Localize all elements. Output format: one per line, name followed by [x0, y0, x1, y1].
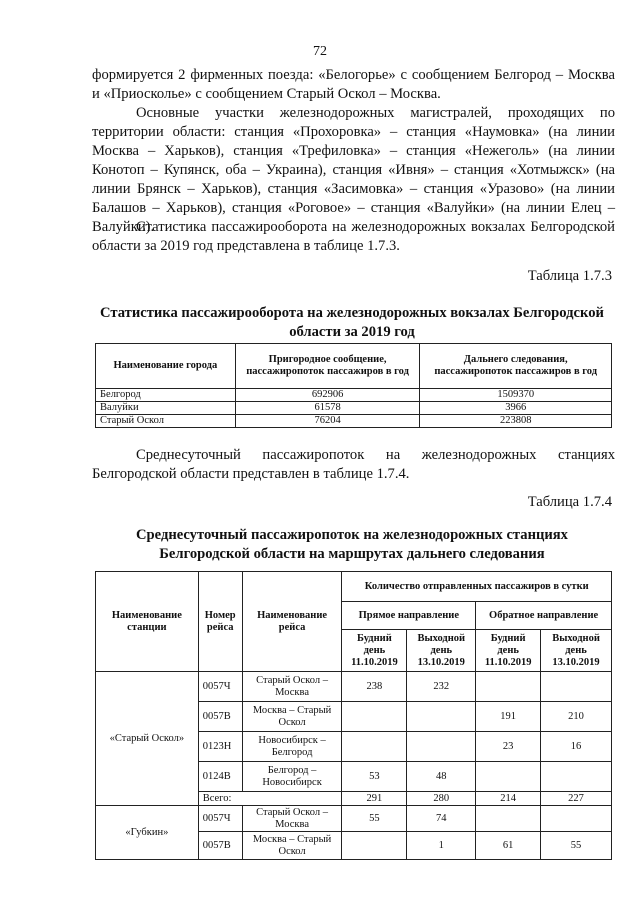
cell-number: 0123Н [198, 732, 242, 762]
cell-value [476, 762, 541, 792]
paragraph-table-ref-1-text: Статистика пассажирооборота на железнодорожных вокзалах Белгородской области за 2019 год представлена в таблице 1.7.3. [92, 219, 615, 254]
cell-value: 16 [541, 732, 612, 762]
cell-value [342, 832, 407, 860]
cell-value [541, 672, 612, 702]
table-title-2: Среднесуточный пассажиропоток на железнодорожных станциях Белгородской области на маршрутах дальнего следования [136, 527, 568, 562]
header-weekend-back: Выходной день 13.10.2019 [541, 630, 612, 672]
header-suburban: Пригородное сообщение, пассажиропоток пассажиров в год [235, 344, 420, 389]
cell-value [541, 762, 612, 792]
cell-station: «Губкин» [96, 806, 199, 860]
header-weekday-back: Будний день 11.10.2019 [476, 630, 541, 672]
table-row [96, 389, 612, 402]
cell-value: 214 [476, 792, 541, 806]
cell-route: Старый Оскол – Москва [242, 672, 342, 702]
cell-route: Старый Оскол – Москва [242, 806, 342, 832]
header-weekend-forward: Выходной день 13.10.2019 [407, 630, 476, 672]
cell-value: 238 [342, 672, 407, 702]
table-row [96, 415, 612, 428]
cell-suburban: 692906 [235, 389, 420, 402]
cell-value: 55 [541, 832, 612, 860]
cell-number: 0057В [198, 702, 242, 732]
table-row [96, 806, 612, 832]
cell-value [476, 806, 541, 832]
cell-value: 227 [541, 792, 612, 806]
daily-passenger-flow-table [95, 571, 612, 860]
table-label-2: Таблица 1.7.4 [527, 494, 612, 510]
paragraph-table-ref-2-text: Среднесуточный пассажиропоток на железнодорожных станциях Белгородской области представлен в таблице 1.7.4. [92, 447, 615, 482]
cell-city: Белгород [96, 389, 236, 402]
cell-suburban: 61578 [235, 402, 420, 415]
cell-value [407, 702, 476, 732]
cell-number: 0057В [198, 832, 242, 860]
cell-city: Валуйки [96, 402, 236, 415]
paragraph-intro: формируется 2 фирменных поезда: «Белогорье» с сообщением Белгород – Москва и «Приосколье» с сообщением Старый Оскол – Москва. [92, 67, 615, 102]
cell-route: Новосибирск – Белгород [242, 732, 342, 762]
paragraph-main-lines-text: Основные участки железнодорожных магистралей, проходящих по территории области: станция «Прохоровка» – станция «Наумовка» (на линии Москва – Харьков), станция «Трефиловка» – станция «Нежеголь» (на линии Конотоп – Купянск, оба – Украина), станция «Ивня» – станция «Хотмыжск» (на линии Брянск – Харьков), станция «Засимовка» – станция «Уразово» (на линии Балашов – Харьков), станция «Роговое» – станция «Валуйки» (на линии Елец – Валуйки). [92, 105, 615, 235]
cell-long-distance: 1509370 [420, 389, 612, 402]
cell-value: 210 [541, 702, 612, 732]
cell-number: 0124В [198, 762, 242, 792]
cell-value: 55 [342, 806, 407, 832]
table-row [96, 672, 612, 702]
cell-value [476, 672, 541, 702]
header-passenger-count: Количество отправленных пассажиров в сутки [342, 572, 612, 602]
cell-suburban: 76204 [235, 415, 420, 428]
cell-station: «Старый Оскол» [96, 672, 199, 806]
header-route: Наименование рейса [242, 572, 342, 672]
cell-number: 0057Ч [198, 672, 242, 702]
cell-value [407, 732, 476, 762]
header-station: Наименование станции [96, 572, 199, 672]
table-header-row [96, 572, 612, 602]
cell-route: Белгород – Новосибирск [242, 762, 342, 792]
cell-city: Старый Оскол [96, 415, 236, 428]
cell-value: 23 [476, 732, 541, 762]
cell-value: 1 [407, 832, 476, 860]
paragraph-table-ref-1 [92, 218, 615, 256]
cell-route: Москва – Старый Оскол [242, 832, 342, 860]
cell-value: 53 [342, 762, 407, 792]
cell-long-distance: 223808 [420, 415, 612, 428]
cell-total-label: Всего: [198, 792, 342, 806]
cell-value: 191 [476, 702, 541, 732]
passenger-turnover-table [95, 343, 612, 428]
cell-value: 74 [407, 806, 476, 832]
cell-number: 0057Ч [198, 806, 242, 832]
cell-value [541, 806, 612, 832]
header-city: Наименование города [96, 344, 236, 389]
cell-value [342, 702, 407, 732]
cell-long-distance: 3966 [420, 402, 612, 415]
page-number: 72 [313, 44, 327, 59]
table-row [96, 402, 612, 415]
cell-value: 232 [407, 672, 476, 702]
cell-value: 48 [407, 762, 476, 792]
header-weekday-forward: Будний день 11.10.2019 [342, 630, 407, 672]
table-header-row [96, 344, 612, 389]
cell-value: 61 [476, 832, 541, 860]
table-label-1: Таблица 1.7.3 [527, 268, 612, 284]
table-title-1: Статистика пассажирооборота на железнодорожных вокзалах Белгородской области за 2019 год [100, 305, 604, 340]
cell-value [342, 732, 407, 762]
header-number: Номер рейса [198, 572, 242, 672]
cell-value: 291 [342, 792, 407, 806]
header-forward: Прямое направление [342, 602, 476, 630]
cell-value: 280 [407, 792, 476, 806]
cell-route: Москва – Старый Оскол [242, 702, 342, 732]
header-long-distance: Дальнего следования, пассажиропоток пассажиров в год [420, 344, 612, 389]
paragraph-table-ref-2 [92, 446, 615, 484]
header-back: Обратное направление [476, 602, 612, 630]
